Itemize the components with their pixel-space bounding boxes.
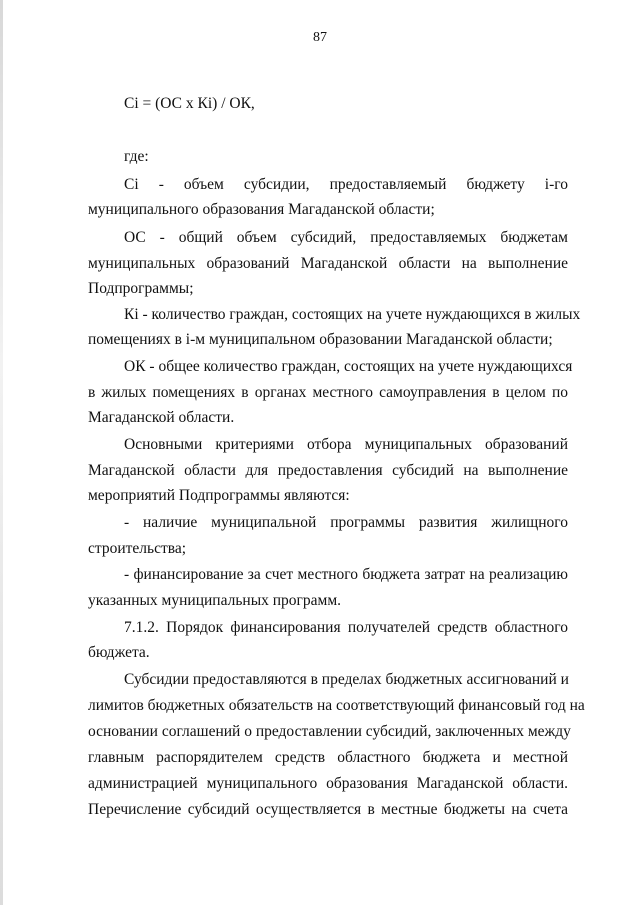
criteria-item-1: строительства;: [88, 540, 187, 557]
definition-ok-line: ОК - общее количество граждан, состоящих на учете нуждающихся: [124, 358, 573, 375]
where-label: где:: [124, 148, 149, 165]
section-heading: 7.1.2. Порядок финансирования получателей средств областного: [124, 619, 568, 636]
criteria-line: Основными критериями отбора муниципальных образований: [124, 436, 568, 453]
subsidy-paragraph-line: лимитов бюджетных обязательств на соответствующий финансовый год на: [88, 697, 585, 714]
definition-ki-line: помещениях в i-м муниципальном образовании Магаданской области;: [88, 331, 553, 348]
criteria-item-1: - наличие муниципальной программы развития жилищного: [124, 514, 568, 531]
criteria-item-2: - финансирование за счет местного бюджета затрат на реализацию: [124, 566, 568, 583]
definition-ci-line: муниципального образования Магаданской области;: [88, 201, 435, 218]
subsidy-paragraph-line: Перечисление субсидий осуществляется в местные бюджеты на счета: [88, 801, 568, 818]
formula: Ci = (ОС х Кi) / ОК,: [124, 95, 255, 112]
subsidy-paragraph-line: основании соглашений о предоставлении субсидий, заключенных между: [88, 723, 571, 740]
subsidy-paragraph-line: главным распорядителем средств областного бюджета и местной: [88, 749, 568, 766]
subsidy-paragraph-line: администрацией муниципального образования Магаданской области.: [88, 775, 568, 792]
definition-oc-line: Подпрограммы;: [88, 280, 194, 297]
definition-ci-line: Ci - объем субсидии, предоставляемый бюджету i-го: [124, 176, 568, 193]
definition-ki-line: Кi - количество граждан, состоящих на учете нуждающихся в жилых: [124, 306, 581, 323]
definition-ok-line: в жилых помещениях в органах местного самоуправления в целом по: [88, 384, 568, 401]
definition-ok-line: Магаданской области.: [88, 409, 235, 426]
criteria-line: Магаданской области для предоставления субсидий на выполнение: [88, 462, 568, 479]
section-heading: бюджета.: [88, 644, 150, 661]
definition-oc-line: ОС - общий объем субсидий, предоставляемых бюджетам: [124, 229, 568, 246]
criteria-line: мероприятий Подпрограммы являются:: [88, 487, 350, 504]
criteria-item-2: указанных муниципальных программ.: [88, 592, 342, 609]
definition-oc-line: муниципальных образований Магаданской области на выполнение: [88, 255, 568, 272]
subsidy-paragraph-line: Субсидии предоставляются в пределах бюджетных ассигнований и: [124, 671, 569, 688]
page-number: 87: [313, 30, 327, 45]
scan-edge: [0, 0, 3, 905]
